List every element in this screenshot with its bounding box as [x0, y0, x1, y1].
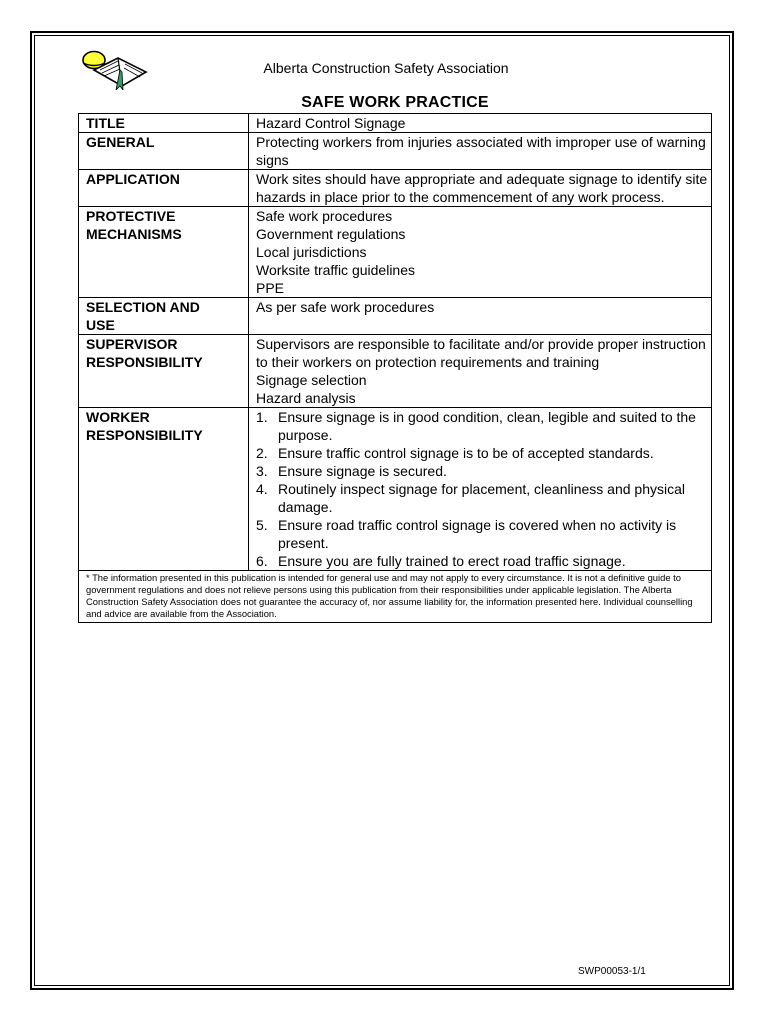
row-value-selection-and-use: As per safe work procedures — [249, 298, 712, 335]
list-item-text: Ensure signage is secured. — [278, 463, 447, 479]
table-row-title — [79, 114, 712, 133]
table-row-application — [79, 170, 712, 207]
list-item-text: Routinely inspect signage for placement, cleanliness and physical damage. — [278, 481, 686, 515]
table-row-supervisor-responsibility — [79, 335, 712, 408]
list-item-text: Ensure traffic control signage is to be of accepted standards. — [278, 445, 654, 461]
list-item-number: 1. — [256, 409, 268, 425]
list-item: PPE — [256, 280, 285, 296]
list-item — [256, 552, 707, 570]
worker-responsibility-list — [256, 408, 711, 570]
list-item — [256, 444, 707, 462]
row-label-general: GENERAL — [79, 133, 249, 170]
list-item: Supervisors are responsible to facilitate and/or provide proper instruction to their workers on protection requirements and training — [256, 336, 706, 370]
list-item: Hazard analysis — [256, 390, 356, 406]
list-item — [256, 408, 707, 444]
row-value-general: Protecting workers from injuries associated with improper use of warning signs — [249, 133, 712, 170]
row-label-application: APPLICATION — [79, 170, 249, 207]
table-row-disclaimer — [79, 571, 712, 623]
list-item-number: 2. — [256, 445, 268, 461]
list-item-text: Ensure you are fully trained to erect road traffic signage. — [278, 553, 626, 569]
row-value-application: Work sites should have appropriate and adequate signage to identify site hazards in place prior to the commencement of any work process. — [249, 170, 712, 207]
list-item-number: 4. — [256, 481, 268, 497]
safe-work-practice-table — [78, 113, 712, 623]
row-label-protective-mechanisms: PROTECTIVE MECHANISMS — [79, 207, 249, 298]
list-item: Worksite traffic guidelines — [256, 262, 415, 278]
list-item-text: Ensure road traffic control signage is covered when no activity is present. — [278, 517, 677, 551]
disclaimer-text: * The information presented in this publication is intended for general use and may not apply to every circumstance. It is not a definitive guide to government regulations and does not relieve persons using this publication from their responsibilities under applicable legislation. The Alberta Construction Safety Association does not guarantee the accuracy of, nor assume liability for, the information presented here. Individual counselling and advice are available from the Association. — [79, 571, 712, 623]
table-row-selection-and-use — [79, 298, 712, 335]
row-label-selection-and-use: SELECTION AND USE — [79, 298, 249, 335]
row-label-supervisor-responsibility: SUPERVISOR RESPONSIBILITY — [79, 335, 249, 408]
list-item — [256, 516, 707, 552]
row-value-supervisor-responsibility — [249, 335, 712, 408]
table-row-protective-mechanisms — [79, 207, 712, 298]
organization-name: Alberta Construction Safety Association — [263, 60, 509, 76]
list-item: Government regulations — [256, 226, 406, 242]
page-identifier: SWP00053-1/1 — [578, 966, 646, 977]
list-item: Local jurisdictions — [256, 244, 367, 260]
list-item-number: 6. — [256, 553, 268, 569]
list-item-number: 5. — [256, 517, 268, 533]
row-value-protective-mechanisms — [249, 207, 712, 298]
row-value-worker-responsibility — [249, 408, 712, 571]
document-title: SAFE WORK PRACTICE — [301, 94, 489, 111]
row-value-title: Hazard Control Signage — [249, 114, 712, 133]
list-item-number: 3. — [256, 463, 268, 479]
table-row-worker-responsibility — [79, 408, 712, 571]
list-item: Signage selection — [256, 372, 367, 388]
row-label-worker-responsibility: WORKER RESPONSIBILITY — [79, 408, 249, 571]
list-item — [256, 480, 707, 516]
table-row-general — [79, 133, 712, 170]
list-item-text: Ensure signage is in good condition, clean, legible and suited to the purpose. — [278, 409, 696, 443]
list-item — [256, 462, 707, 480]
list-item: Safe work procedures — [256, 208, 393, 224]
row-label-title: TITLE — [79, 114, 249, 133]
